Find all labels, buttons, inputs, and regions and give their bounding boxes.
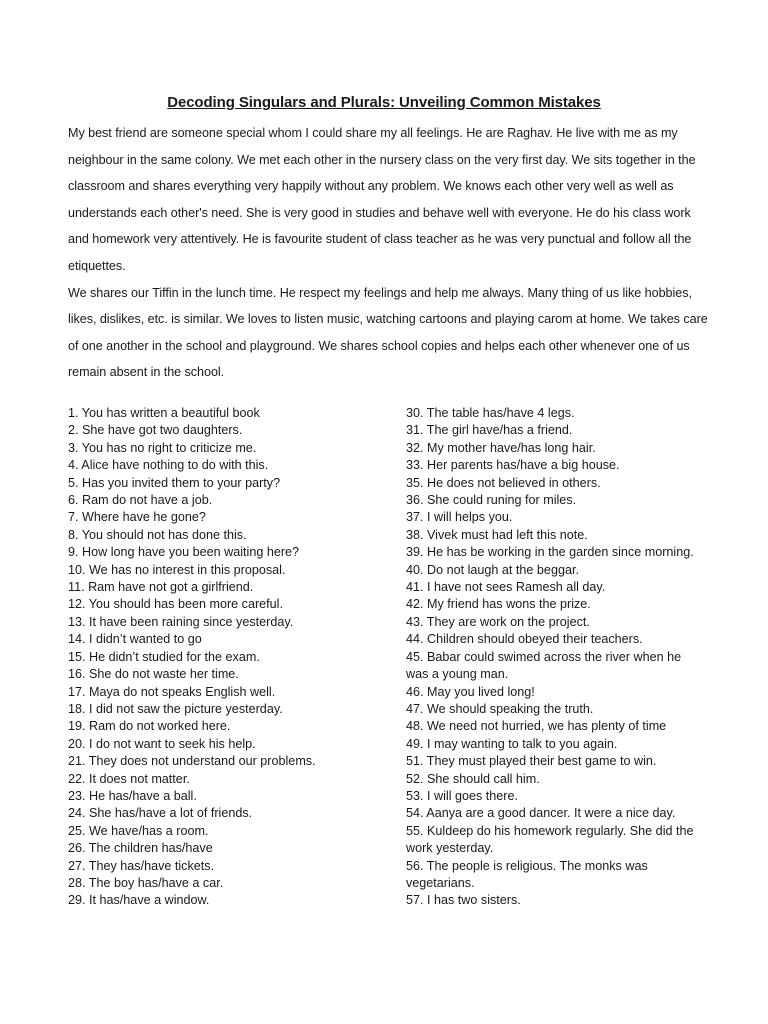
exercise-item: 51. They must played their best game to win. bbox=[406, 754, 657, 769]
exercise-item: 28. The boy has/have a car. bbox=[68, 875, 224, 890]
exercise-item: 32. My mother have/has long hair. bbox=[406, 440, 596, 455]
exercise-item: 55. Kuldeep do his homework regularly. She did the work yesterday. bbox=[406, 823, 694, 856]
exercise-item: 24. She has/have a lot of friends. bbox=[68, 806, 253, 821]
exercise-item: 37. I will helps you. bbox=[406, 510, 513, 525]
exercise-item: 22. It does not matter. bbox=[68, 771, 190, 786]
exercise-item: 48. We need not hurried, we has plenty of time bbox=[406, 719, 667, 734]
exercise-item: 38. Vivek must had left this note. bbox=[406, 527, 588, 542]
exercise-item: 12. You should has been more careful. bbox=[68, 597, 283, 612]
exercise-item: 40. Do not laugh at the beggar. bbox=[406, 562, 579, 577]
exercise-item: 35. He does not believed in others. bbox=[406, 475, 601, 490]
exercise-item: 42. My friend has wons the prize. bbox=[406, 597, 591, 612]
page-title: Decoding Singulars and Plurals: Unveiling Common Mistakes bbox=[167, 94, 601, 111]
exercise-item: 47. We should speaking the truth. bbox=[406, 701, 594, 716]
exercise-item: 14. I didn’t wanted to go bbox=[68, 632, 202, 647]
exercise-item: 2. She have got two daughters. bbox=[68, 423, 243, 438]
exercise-item: 3. You has no right to criticize me. bbox=[68, 440, 257, 455]
exercise-list-left bbox=[68, 405, 398, 910]
exercise-item: 4. Alice have nothing to do with this. bbox=[68, 458, 269, 473]
exercise-item: 53. I will goes there. bbox=[406, 788, 519, 803]
exercise-item: 6. Ram do not have a job. bbox=[68, 493, 213, 508]
passage-paragraph-1: My best friend are someone special whom I could share my all feelings. He are Raghav. He live with me as my neighbour in the same colony. We met each other in the nursery class on the very first day. We sits together in the classroom and shares everything very happily without any problem. We knows each other very well as well as understands each other's need. She is very good in studies and behave well with everyone. He do his class work and homework very attentively. He is favourite student of class teacher as he was very punctual and follow all the etiquettes. bbox=[68, 126, 696, 273]
exercise-item: 21. They does not understand our problems. bbox=[68, 754, 316, 769]
exercise-item: 11. Ram have not got a girlfriend. bbox=[68, 580, 254, 595]
exercise-item: 36. She could runing for miles. bbox=[406, 493, 577, 508]
passage-paragraph-2: We shares our Tiffin in the lunch time. He respect my feelings and help me always. Many thing of us like hobbies, likes, dislikes, etc. is similar. We loves to listen music, watching cartoons and playing carom at home. We takes care of one another in the school and playground. We shares school copies and helps each other whenever one of us remain absent in the school. bbox=[68, 285, 708, 380]
exercise-item: 16. She do not waste her time. bbox=[68, 667, 239, 682]
exercise-item: 20. I do not want to seek his help. bbox=[68, 736, 256, 751]
exercise-item: 46. May you lived long! bbox=[406, 684, 535, 699]
exercise-item: 26. The children has/have bbox=[68, 841, 213, 856]
exercise-item: 19. Ram do not worked here. bbox=[68, 719, 231, 734]
exercise-item: 43. They are work on the project. bbox=[406, 614, 590, 629]
exercise-item: 52. She should call him. bbox=[406, 771, 540, 786]
exercise-item: 54. Aanya are a good dancer. It were a nice day. bbox=[406, 806, 676, 821]
exercise-item: 13. It have been raining since yesterday. bbox=[68, 614, 294, 629]
exercise-item: 45. Babar could swimed across the river when he was a young man. bbox=[406, 649, 682, 682]
exercise-item: 29. It has/have a window. bbox=[68, 893, 210, 908]
exercise-item: 9. How long have you been waiting here? bbox=[68, 545, 300, 560]
exercise-item: 5. Has you invited them to your party? bbox=[68, 475, 281, 490]
exercise-item: 8. You should not has done this. bbox=[68, 527, 247, 542]
exercise-item: 27. They has/have tickets. bbox=[68, 858, 215, 873]
exercise-item: 56. The people is religious. The monks was vegetarians. bbox=[406, 858, 648, 890]
exercise-item: 57. I has two sisters. bbox=[406, 893, 521, 908]
exercise-list-right bbox=[406, 405, 706, 910]
exercise-item: 31. The girl have/has a friend. bbox=[406, 423, 573, 438]
exercise-item: 30. The table has/have 4 legs. bbox=[406, 406, 575, 420]
exercise-item: 18. I did not saw the picture yesterday. bbox=[68, 701, 283, 716]
exercise-item: 15. He didn’t studied for the exam. bbox=[68, 649, 260, 664]
exercise-item: 10. We has no interest in this proposal. bbox=[68, 562, 286, 577]
exercise-item: 49. I may wanting to talk to you again. bbox=[406, 736, 618, 751]
exercise-item: 25. We have/has a room. bbox=[68, 823, 209, 838]
exercise-item: 39. He has be working in the garden since morning. bbox=[406, 545, 694, 560]
exercise-item: 33. Her parents has/have a big house. bbox=[406, 458, 620, 473]
exercise-item: 23. He has/have a ball. bbox=[68, 788, 197, 803]
exercise-item: 7. Where have he gone? bbox=[68, 510, 206, 525]
exercise-item: 17. Maya do not speaks English well. bbox=[68, 684, 276, 699]
exercise-item: 41. I have not sees Ramesh all day. bbox=[406, 580, 606, 595]
passage bbox=[68, 120, 708, 386]
exercise-item: 1. You has written a beautiful book bbox=[68, 406, 260, 420]
exercise-item: 44. Children should obeyed their teachers. bbox=[406, 632, 643, 647]
